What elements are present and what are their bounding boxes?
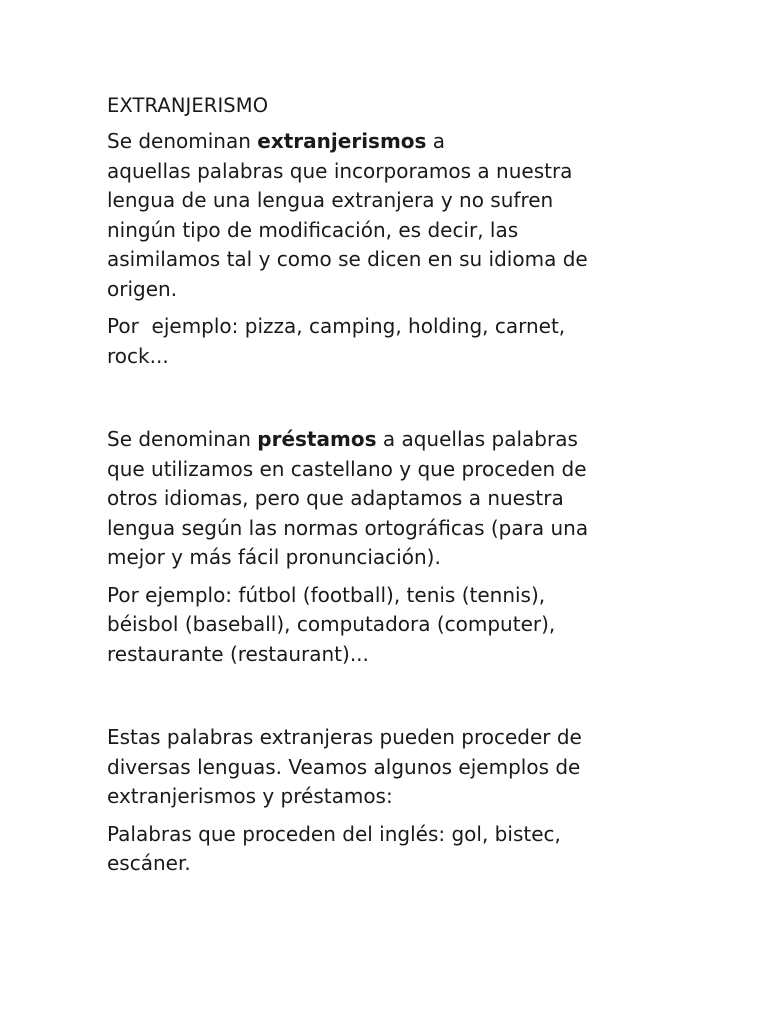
definition-line-4: ningún tipo de modificación, es decir, las: [107, 217, 519, 242]
prestamos-examples: [107, 581, 667, 670]
prestamos-definition: [107, 425, 667, 573]
english-line-2: escáner.: [107, 851, 191, 875]
languages-intro: [107, 723, 667, 812]
examples-line-1: Por ejemplo: fútbol (football), tenis (tennis),: [107, 582, 546, 607]
definition-line-6: origen.: [107, 276, 178, 301]
extranjerismos-definition: [107, 127, 667, 304]
english-words: [107, 820, 667, 879]
term-extranjerismos: extranjerismos: [257, 129, 427, 153]
definition-line-4: lengua según las normas ortográficas (para una: [107, 515, 589, 540]
definition-line-3: otros idiomas, pero que adaptamos a nuestra: [107, 486, 564, 510]
definition-line-2: aquellas palabras que incorporamos a nuestra: [107, 158, 573, 183]
definition-line-1: Se denominan extranjerismos a: [107, 129, 446, 153]
paragraph-spacer: [107, 379, 667, 425]
paragraph-spacer: [107, 677, 667, 723]
extranjerismos-examples: [107, 312, 667, 371]
examples-line-2: rock...: [107, 343, 169, 368]
examples-line-3: restaurante (restaurant)...: [107, 641, 369, 666]
intro-line-1: Estas palabras extranjeras pueden proceder de: [107, 725, 582, 749]
document-page: [107, 92, 667, 887]
english-line-1: Palabras que proceden del inglés: gol, bistec,: [107, 821, 561, 846]
term-prestamos: préstamos: [257, 427, 377, 451]
document-title: EXTRANJERISMO: [107, 94, 269, 117]
definition-line-5: mejor y más fácil pronunciación).: [107, 545, 441, 569]
examples-line-2: béisbol (baseball), computadora (computer),: [107, 612, 556, 636]
intro-line-3: extranjerismos y préstamos:: [107, 784, 393, 808]
definition-line-2: que utilizamos en castellano y que proceden de: [107, 456, 587, 481]
examples-line-1: Por ejemplo: pizza, camping, holding, carnet,: [107, 314, 566, 338]
definition-line-3: lengua de una lengua extranjera y no sufren: [107, 188, 554, 212]
intro-line-2: diversas lenguas. Veamos algunos ejemplos de: [107, 754, 581, 779]
definition-line-5: asimilamos tal y como se dicen en su idioma de: [107, 247, 588, 271]
definition-line-1: Se denominan préstamos a aquellas palabras: [107, 427, 578, 451]
